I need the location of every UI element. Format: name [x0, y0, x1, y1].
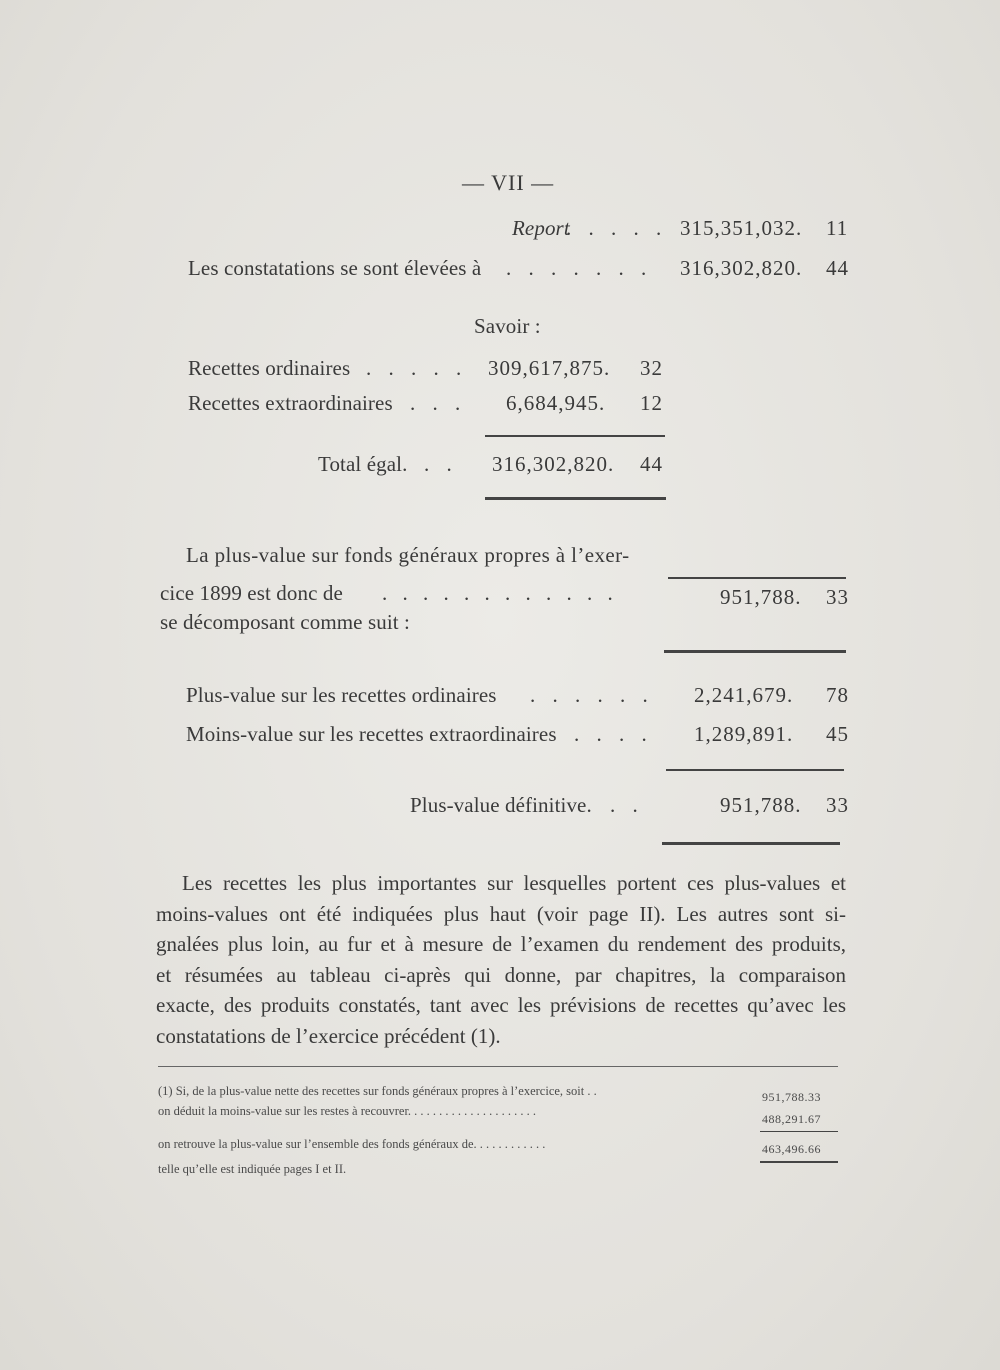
- paragraph-line: Les recettes les plus importantes sur lesquelles portent ces plus-values et: [182, 871, 846, 895]
- total-amount: 316,302,820.: [492, 452, 615, 476]
- breakdown-dots-extraordinaires: . . .: [410, 391, 467, 415]
- definitive-cents: 33: [826, 793, 849, 817]
- breakdown-amount-ordinaires: 309,617,875.: [488, 356, 611, 380]
- footnote-separator: [158, 1066, 838, 1067]
- footnote-rule1: [760, 1131, 838, 1132]
- definitive-amount: 951,788.: [720, 793, 802, 817]
- total-double-rule: [485, 497, 666, 500]
- plus-value-amount: 951,788.: [720, 585, 802, 609]
- footnote-value2: 488,291.67: [762, 1112, 821, 1126]
- detail-label-plus-value: Plus-value sur les recettes ordinaires: [186, 683, 497, 707]
- savoir-heading: Savoir :: [474, 314, 541, 338]
- detail-cents-moins-value: 45: [826, 722, 849, 746]
- constatations-cents: 44: [826, 256, 849, 280]
- paragraph-line: moins-values ont été indiquées plus haut (voir page II). Les autres sont si-: [156, 901, 846, 926]
- breakdown-dots-ordinaires: . . . . .: [366, 356, 468, 380]
- footnote-value3: 463,496.66: [762, 1142, 821, 1156]
- detail-amount-plus-value: 2,241,679.: [694, 683, 794, 707]
- report-label: Report: [512, 216, 570, 240]
- plus-value-cents: 33: [826, 585, 849, 609]
- detail-rule: [666, 769, 844, 771]
- definitive-double-rule: [662, 842, 840, 845]
- breakdown-cents-ordinaires: 32: [640, 356, 663, 380]
- plus-value-dots: . . . . . . . . . . . .: [382, 581, 618, 605]
- detail-dots-plus-value: . . . . . .: [530, 683, 654, 707]
- total-label: Total égal.: [318, 452, 408, 476]
- footnote-rule2: [760, 1161, 838, 1163]
- constatations-label: Les constatations se sont élevées à: [188, 256, 482, 280]
- footnote-line4: telle qu’elle est indiquée pages I et II.: [158, 1162, 347, 1176]
- breakdown-label-extraordinaires: Recettes extraordinaires: [188, 391, 393, 415]
- constatations-dots: . . . . . . .: [506, 256, 653, 280]
- breakdown-cents-extraordinaires: 12: [640, 391, 663, 415]
- paragraph-line: gnalées plus loin, au fur et à mesure de l’examen du rendement des produits,: [156, 932, 846, 956]
- page-number: — VII —: [462, 170, 555, 195]
- footnote-line3: on retrouve la plus-value sur l’ensemble des fonds généraux de. . . . . . . . . . . .: [158, 1137, 546, 1151]
- detail-label-moins-value: Moins-value sur les recettes extraordinaires: [186, 722, 557, 746]
- plus-value-bottom-rule: [664, 650, 846, 653]
- paragraph-line: constatations de l’exercice précédent (1).: [156, 1023, 501, 1048]
- paragraph-line: et résumées au tableau ci-après qui donne, par chapitres, la comparaison: [156, 962, 846, 987]
- detail-amount-moins-value: 1,289,891.: [694, 722, 794, 746]
- subtotal-rule: [485, 435, 665, 437]
- plus-value-top-rule: [668, 577, 846, 579]
- detail-dots-moins-value: . . . .: [574, 722, 653, 746]
- definitive-label: Plus-value définitive.: [410, 793, 592, 817]
- definitive-dots: . .: [610, 793, 644, 817]
- paragraph-line: exacte, des produits constatés, tant avec les prévisions de recettes qu’avec les: [156, 993, 846, 1017]
- explanatory-paragraph: [156, 868, 846, 1051]
- breakdown-label-ordinaires: Recettes ordinaires: [188, 356, 351, 380]
- breakdown-amount-extraordinaires: 6,684,945.: [506, 391, 606, 415]
- plus-value-line2: cice 1899 est donc de: [160, 581, 343, 605]
- total-cents: 44: [640, 452, 663, 476]
- footnote-line1: (1) Si, de la plus-value nette des recettes sur fonds généraux propres à l’exercice, soit . .: [158, 1084, 597, 1098]
- constatations-amount: 316,302,820.: [680, 256, 803, 280]
- plus-value-line1: La plus-value sur fonds généraux propres à l’exer-: [186, 543, 630, 567]
- report-cents: 11: [826, 216, 849, 240]
- report-dots: . . . . .: [566, 216, 668, 240]
- report-amount: 315,351,032.: [680, 216, 803, 240]
- plus-value-line3: se décomposant comme suit :: [160, 610, 410, 634]
- detail-cents-plus-value: 78: [826, 683, 849, 707]
- footnote-line2: on déduit la moins-value sur les restes à recouvrer. . . . . . . . . . . . . . . . . . . . .: [158, 1104, 537, 1118]
- footnote-value1: 951,788.33: [762, 1090, 821, 1104]
- total-dots: . .: [424, 452, 458, 476]
